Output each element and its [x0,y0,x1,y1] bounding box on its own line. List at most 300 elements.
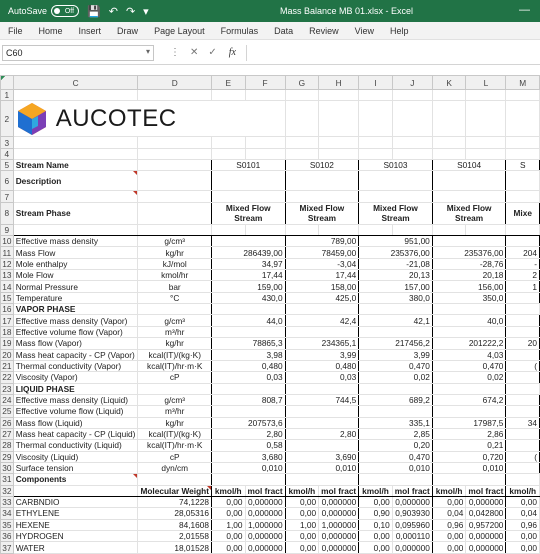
cell[interactable] [138,160,212,171]
value-cell[interactable]: 2,80 [211,428,285,439]
component-value-cell[interactable]: 0,90 [359,508,393,519]
cell[interactable] [506,101,540,137]
value-cell[interactable]: -28,76 [432,258,506,269]
value-cell[interactable] [506,326,540,337]
stream-name-cell[interactable]: S0104 [432,160,506,171]
cell[interactable] [285,137,319,148]
cell[interactable] [466,101,506,137]
row-header[interactable]: 9 [1,224,14,235]
row-header[interactable]: 36 [2,531,12,542]
property-label[interactable]: Effective volume flow (Vapor) [13,326,138,337]
unit-cell[interactable]: kmol/hr [138,270,212,281]
insert-function-button[interactable]: fx [228,47,236,58]
component-value-cell[interactable]: 1,00 [285,519,319,530]
value-cell[interactable]: 2,86 [432,428,506,439]
unit-cell[interactable]: kg/hr [138,338,212,349]
tab-file[interactable]: File [8,25,23,36]
worksheet-grid[interactable] [0,75,540,553]
component-value-cell[interactable]: 0,00 [211,542,245,553]
value-cell[interactable]: 34,97 [211,258,285,269]
cell[interactable] [319,148,359,159]
value-cell[interactable]: 158,00 [285,281,359,292]
property-label[interactable]: Normal Pressure [13,281,138,292]
cell[interactable] [13,485,138,496]
property-label[interactable]: Effective mass density [13,236,138,247]
unit-cell[interactable]: m³/hr [138,406,212,417]
component-subheader[interactable]: kmol/h [432,485,466,496]
cell[interactable] [138,224,212,235]
value-cell[interactable]: 2,85 [359,428,433,439]
row-header[interactable]: 31 [2,474,12,485]
cell[interactable] [432,304,506,315]
value-cell[interactable]: 0,720 [432,451,506,462]
value-cell[interactable] [432,406,506,417]
component-value-cell[interactable]: 0,000000 [392,496,432,507]
unit-cell[interactable]: g/cm³ [138,394,212,405]
cell[interactable] [13,224,138,235]
row-header[interactable]: 25 [2,406,12,417]
row-header[interactable]: 18 [2,326,12,337]
property-label[interactable]: Mass flow (Vapor) [13,338,138,349]
component-value-cell[interactable]: 0,000000 [245,531,285,542]
row-header[interactable]: 30 [2,463,12,474]
cell[interactable] [506,137,540,148]
value-cell[interactable]: 350,0 [432,292,506,303]
cell[interactable] [285,191,359,202]
component-subheader[interactable]: mol fract [319,485,359,496]
property-label[interactable]: Mass heat capacity - CP (Vapor) [13,349,138,360]
cell[interactable] [211,474,285,485]
value-cell[interactable]: ( [506,360,540,371]
value-cell[interactable] [506,349,540,360]
component-value-cell[interactable]: 0,000000 [466,531,506,542]
component-value-cell[interactable]: 0,00 [359,496,393,507]
value-cell[interactable]: 3,99 [359,349,433,360]
component-value-cell[interactable]: 0,00 [211,508,245,519]
property-label[interactable]: Surface tension [13,462,138,473]
value-cell[interactable] [506,372,540,383]
description-label[interactable]: Description [13,171,138,191]
component-value-cell[interactable]: 0,00 [359,531,393,542]
value-cell[interactable]: 0,470 [432,360,506,371]
cell[interactable] [211,137,245,148]
value-cell[interactable]: 42,4 [285,315,359,326]
property-label[interactable]: Mass heat capacity - CP (Liquid) [13,428,138,439]
value-cell[interactable] [506,462,540,473]
cell[interactable] [506,224,540,235]
cell[interactable] [432,90,466,101]
cell[interactable] [432,191,506,202]
enter-icon[interactable]: ✓ [208,47,217,58]
cell[interactable] [359,171,433,191]
component-value-cell[interactable]: 0,04 [506,508,540,519]
value-cell[interactable]: 689,2 [359,394,433,405]
value-cell[interactable]: -3,04 [285,258,359,269]
value-cell[interactable] [506,406,540,417]
value-cell[interactable]: 1 [506,281,540,292]
cell[interactable] [138,191,212,202]
column-header-g[interactable]: G [285,76,319,90]
row-header[interactable]: 12 [2,258,12,269]
value-cell[interactable] [506,440,540,451]
component-name[interactable]: HYDROGEN [13,531,138,542]
name-box[interactable] [2,45,154,61]
value-cell[interactable] [359,326,433,337]
cell[interactable] [319,101,359,137]
redo-icon[interactable]: ↷ [125,5,136,18]
cell[interactable] [285,171,359,191]
cell[interactable] [285,90,319,101]
component-subheader[interactable]: kmol/h [285,485,319,496]
column-header-l[interactable]: L [466,76,506,90]
component-value-cell[interactable]: 0,96 [432,519,466,530]
cell[interactable] [245,137,285,148]
value-cell[interactable]: 159,00 [211,281,285,292]
row-header[interactable]: 23 [2,383,12,394]
value-cell[interactable] [359,406,433,417]
stream-name-cell[interactable]: S0101 [211,160,285,171]
component-name[interactable]: HEXENE [13,519,138,530]
cell[interactable] [466,148,506,159]
row-header[interactable]: 3 [1,137,14,148]
row-header[interactable]: 14 [2,281,12,292]
component-subheader[interactable]: mol fract [466,485,506,496]
cell[interactable] [506,90,540,101]
unit-cell[interactable]: kg/hr [138,247,212,258]
row-header[interactable]: 1 [1,90,14,101]
value-cell[interactable] [432,326,506,337]
cell[interactable] [319,224,359,235]
row-header[interactable]: 32 [2,485,12,496]
value-cell[interactable]: 0,470 [359,451,433,462]
component-value-cell[interactable]: 0,96 [506,519,540,530]
value-cell[interactable]: 380,0 [359,292,433,303]
cell[interactable] [211,148,245,159]
cell[interactable] [319,90,359,101]
value-cell[interactable]: 0,480 [211,360,285,371]
value-cell[interactable]: 17,44 [285,270,359,281]
value-cell[interactable]: 335,1 [359,417,433,428]
cell[interactable] [392,137,432,148]
stream-phase-cell[interactable]: Mixe [506,202,540,224]
value-cell[interactable]: 3,690 [285,451,359,462]
cancel-icon[interactable]: ✕ [190,47,199,58]
value-cell[interactable]: 2 [506,270,540,281]
cell[interactable] [359,304,433,315]
component-value-cell[interactable]: 0,00 [211,496,245,507]
cell[interactable] [432,148,466,159]
component-value-cell[interactable]: 1,00 [211,519,245,530]
value-cell[interactable]: 674,2 [432,394,506,405]
minimize-icon[interactable]: — [519,4,530,16]
value-cell[interactable] [285,417,359,428]
component-value-cell[interactable]: 0,00 [285,496,319,507]
components-header[interactable]: Components [13,474,138,485]
row-header[interactable]: 5 [1,160,14,171]
component-value-cell[interactable]: 0,00 [506,542,540,553]
unit-cell[interactable]: m³/hr [138,326,212,337]
row-header[interactable]: 15 [2,292,12,303]
cell[interactable] [432,224,466,235]
property-label[interactable]: Effective mass density (Liquid) [13,394,138,405]
molecular-weight-cell[interactable]: 18,01528 [138,542,212,553]
row-header[interactable]: 26 [2,417,12,428]
tab-page-layout[interactable]: Page Layout [154,25,205,36]
cell[interactable] [359,101,393,137]
value-cell[interactable] [285,406,359,417]
component-value-cell[interactable]: 0,00 [359,542,393,553]
unit-cell[interactable]: g/cm³ [138,315,212,326]
value-cell[interactable]: 234365,1 [285,338,359,349]
cell[interactable] [211,191,285,202]
value-cell[interactable]: 0,480 [285,360,359,371]
cell[interactable] [466,137,506,148]
value-cell[interactable]: 42,1 [359,315,433,326]
row-header[interactable]: 11 [1,247,14,258]
component-name[interactable]: CARBNDIO [13,496,138,507]
undo-icon[interactable]: ↶ [108,5,118,18]
value-cell[interactable]: 3,99 [285,349,359,360]
component-value-cell[interactable]: 0,000000 [319,508,359,519]
value-cell[interactable]: 3,680 [211,451,285,462]
cell[interactable] [211,383,285,394]
cell[interactable] [138,148,212,159]
cell[interactable] [285,304,359,315]
logo-cell[interactable] [13,101,285,137]
value-cell[interactable]: 20 [506,338,540,349]
property-label[interactable]: Viscosity (Vapor) [13,372,138,383]
value-cell[interactable]: 207573,6 [211,417,285,428]
value-cell[interactable]: 0,010 [285,462,359,473]
component-value-cell[interactable]: 0,000110 [392,531,432,542]
cell[interactable] [432,171,506,191]
unit-cell[interactable]: cP [138,372,212,383]
row-header[interactable]: 27 [2,429,12,440]
tab-insert[interactable]: Insert [78,25,102,36]
value-cell[interactable]: 0,010 [432,462,506,473]
cell[interactable] [245,90,285,101]
value-cell[interactable]: 40,0 [432,315,506,326]
property-label[interactable]: Thermal conductivity (Liquid) [13,440,138,451]
value-cell[interactable]: 0,02 [359,372,433,383]
cell[interactable] [211,224,245,235]
cell[interactable] [432,474,506,485]
component-value-cell[interactable]: 0,957200 [466,519,506,530]
column-header-m[interactable]: M [506,76,540,90]
value-cell[interactable]: 789,00 [285,236,359,247]
column-header-j[interactable]: J [392,76,432,90]
molecular-weight-cell[interactable]: 74,1228 [138,496,212,507]
molecular-weight-cell[interactable]: 2,01558 [138,531,212,542]
component-value-cell[interactable]: 0,000000 [392,542,432,553]
cell[interactable] [211,171,285,191]
value-cell[interactable] [506,236,540,247]
value-cell[interactable]: 78459,00 [285,247,359,258]
cell[interactable] [13,148,138,159]
component-value-cell[interactable]: 0,042800 [466,508,506,519]
value-cell[interactable] [285,326,359,337]
property-label[interactable]: Effective mass density (Vapor) [13,315,138,326]
row-header[interactable]: 28 [2,440,12,451]
column-header-h[interactable]: H [319,76,359,90]
value-cell[interactable]: 3,98 [211,349,285,360]
cell[interactable] [359,137,393,148]
column-header-f[interactable]: F [245,76,285,90]
component-value-cell[interactable]: 0,903930 [392,508,432,519]
component-value-cell[interactable]: 0,10 [359,519,393,530]
column-header-d[interactable]: D [138,76,212,90]
value-cell[interactable]: 157,00 [359,281,433,292]
tab-review[interactable]: Review [309,25,339,36]
cell[interactable] [506,304,540,315]
component-value-cell[interactable]: 0,000000 [319,542,359,553]
cell[interactable] [138,304,212,315]
unit-cell[interactable]: kcal(IT)/hr·m·K [138,440,212,451]
chevron-down-icon[interactable]: ▾ [145,46,150,56]
row-header[interactable]: 7 [1,191,14,202]
row-header[interactable]: 21 [2,361,12,372]
row-header[interactable]: 2 [1,101,14,137]
tab-home[interactable]: Home [38,25,63,36]
value-cell[interactable]: 217456,2 [359,338,433,349]
component-value-cell[interactable]: 0,00 [506,531,540,542]
tab-draw[interactable]: Draw [117,25,139,36]
tab-data[interactable]: Data [274,25,294,36]
value-cell[interactable]: 425,0 [285,292,359,303]
molecular-weight-cell[interactable]: 84,1608 [138,519,212,530]
cell[interactable] [13,137,138,148]
value-cell[interactable]: 20,13 [359,270,433,281]
value-cell[interactable]: 156,00 [432,281,506,292]
stream-phase-cell[interactable]: Mixed Flow Stream [359,202,433,224]
value-cell[interactable]: 0,58 [211,440,285,451]
property-label[interactable]: Mass Flow [13,247,138,258]
value-cell[interactable]: -21,08 [359,258,433,269]
unit-cell[interactable]: kcal(IT)/hr·m·K [138,360,212,371]
molecular-weight-cell[interactable]: 28,05316 [138,508,212,519]
component-value-cell[interactable]: 0,00 [285,531,319,542]
cell[interactable] [506,474,540,485]
unit-cell[interactable]: g/cm³ [138,236,212,247]
tab-view[interactable]: View [354,25,375,36]
row-header[interactable]: 34 [2,508,12,519]
value-cell[interactable]: 17,44 [211,270,285,281]
value-cell[interactable]: 0,03 [285,372,359,383]
cell[interactable] [432,137,466,148]
stream-phase-label[interactable] [13,191,138,202]
value-cell[interactable]: 0,02 [432,372,506,383]
value-cell[interactable]: 951,00 [359,236,433,247]
component-value-cell[interactable]: 0,000000 [245,508,285,519]
value-cell[interactable]: 201222,2 [432,338,506,349]
property-label[interactable]: Temperature [13,292,138,303]
property-label[interactable]: Mole enthalpy [13,258,138,269]
value-cell[interactable]: 0,03 [211,372,285,383]
unit-cell[interactable]: kg/hr [138,417,212,428]
component-name[interactable]: WATER [13,542,138,553]
cell[interactable] [359,148,393,159]
value-cell[interactable] [506,315,540,326]
stream-name-label[interactable]: Stream Name [13,160,138,171]
cell[interactable] [138,474,212,485]
component-subheader[interactable]: mol fract [392,485,432,496]
value-cell[interactable]: 20,18 [432,270,506,281]
cell[interactable] [359,474,433,485]
stream-name-cell[interactable]: S [506,160,540,171]
liquid-phase-header[interactable]: LIQUID PHASE [13,383,138,394]
value-cell[interactable] [211,406,285,417]
stream-name-cell[interactable]: S0103 [359,160,433,171]
component-value-cell[interactable]: 0,095960 [392,519,432,530]
cell[interactable] [245,148,285,159]
cell[interactable] [359,90,393,101]
vapor-phase-header[interactable]: VAPOR PHASE [13,304,138,315]
component-value-cell[interactable]: 0,000000 [466,496,506,507]
property-label[interactable]: Mole Flow [13,270,138,281]
value-cell[interactable] [285,440,359,451]
column-header-i[interactable]: I [359,76,393,90]
component-subheader[interactable]: mol fract [245,485,285,496]
component-value-cell[interactable]: 0,000000 [319,496,359,507]
row-header[interactable]: 19 [2,338,12,349]
component-value-cell[interactable]: 0,00 [285,542,319,553]
cell[interactable] [138,383,212,394]
row-header[interactable]: 24 [2,395,12,406]
cell[interactable] [138,202,212,224]
value-cell[interactable]: 0,470 [359,360,433,371]
row-header[interactable]: 4 [1,148,14,159]
component-value-cell[interactable]: 1,000000 [245,519,285,530]
component-value-cell[interactable]: 1,000000 [319,519,359,530]
value-cell[interactable]: 0,21 [432,440,506,451]
value-cell[interactable]: 286439,00 [211,247,285,258]
cell[interactable] [506,383,540,394]
cell[interactable] [285,474,359,485]
value-cell[interactable]: - [506,258,540,269]
cell[interactable] [138,171,212,191]
value-cell[interactable]: ( [506,451,540,462]
unit-cell[interactable]: kcal(IT)/(kg·K) [138,349,212,360]
component-name[interactable]: ETHYLENE [13,508,138,519]
value-cell[interactable] [432,236,506,247]
component-value-cell[interactable]: 0,000000 [245,542,285,553]
value-cell[interactable]: 34 [506,417,540,428]
unit-cell[interactable]: kJ/mol [138,258,212,269]
cell[interactable] [211,90,245,101]
value-cell[interactable]: 808,7 [211,394,285,405]
property-label[interactable]: Mass flow (Liquid) [13,417,138,428]
component-subheader[interactable]: kmol/h [506,485,540,496]
stream-name-cell[interactable]: S0102 [285,160,359,171]
property-label[interactable]: Thermal conductivity (Vapor) [13,360,138,371]
cell[interactable] [13,90,138,101]
tab-formulas[interactable]: Formulas [220,25,259,36]
cell[interactable] [285,224,319,235]
value-cell[interactable]: 17987,5 [432,417,506,428]
row-header[interactable]: 20 [2,349,12,360]
value-cell[interactable]: 2,80 [285,428,359,439]
value-cell[interactable] [506,428,540,439]
cell[interactable] [392,101,432,137]
row-header[interactable]: 22 [2,372,12,383]
stream-phase-label[interactable]: Stream Phase [13,202,138,224]
value-cell[interactable]: 430,0 [211,292,285,303]
row-header[interactable]: 13 [2,270,12,281]
component-value-cell[interactable]: 0,04 [432,508,466,519]
component-value-cell[interactable]: 0,00 [432,531,466,542]
cell[interactable] [138,137,212,148]
cell[interactable] [506,148,540,159]
